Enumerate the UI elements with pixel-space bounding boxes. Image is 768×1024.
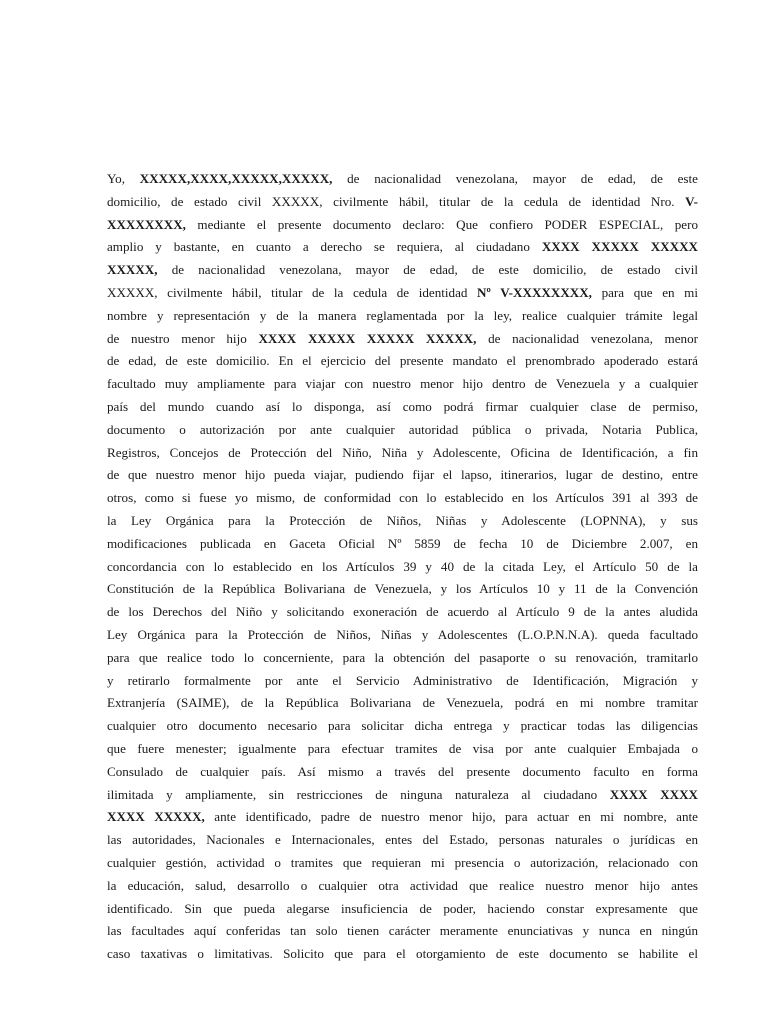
text-segment: para que en mi xyxy=(591,284,698,300)
text-line xyxy=(107,236,698,259)
text-segment: y retirarlo formalmente por ante el Servicio Administrativo de Identificación, Migración y xyxy=(107,672,698,688)
text-segment: de edad, de este domicilio. En el ejercicio del presente mandato el prenombrado apoderado estará xyxy=(107,353,698,369)
text-line xyxy=(107,601,698,624)
text-line xyxy=(107,784,698,807)
bold-text-segment: XXXXX,XXXX,XXXXX,XXXXX, xyxy=(139,171,333,186)
text-line xyxy=(107,191,698,214)
text-line xyxy=(107,464,698,487)
text-segment: de nacionalidad venezolana, menor xyxy=(476,330,698,346)
bold-text-segment: XXXX XXXXX XXXXX XXXXX, xyxy=(258,330,477,346)
text-line xyxy=(107,396,698,419)
text-segment: de nacionalidad venezolana, mayor de edad, de este xyxy=(332,171,698,186)
text-line xyxy=(107,852,698,875)
text-segment: de que nuestro menor hijo pueda viajar, pudiendo fijar el lapso, itinerarios, lugar de destino, entre xyxy=(107,467,698,483)
text-segment: mediante el presente documento declaro: Que confiero PODER ESPECIAL, pero xyxy=(185,216,698,232)
text-line xyxy=(107,670,698,693)
text-line xyxy=(107,624,698,647)
text-line xyxy=(107,214,698,237)
text-segment: modificaciones publicada en Gaceta Oficial Nº 5859 de fecha 10 de Diciembre 2.007, en xyxy=(107,535,698,551)
text-line xyxy=(107,556,698,579)
text-segment: las autoridades, Nacionales e Internacionales, entes del Estado, personas naturales o jurídicas en xyxy=(107,832,698,848)
text-line xyxy=(107,920,698,943)
text-segment: caso taxativas o limitativas. Solicito que para el otorgamiento de este documento se habilite el xyxy=(107,946,698,962)
text-segment: cualquier gestión, actividad o tramites que requieran mi presencia o autorización, relacionado con xyxy=(107,854,698,870)
text-line xyxy=(107,692,698,715)
text-segment: Consulado de cualquier país. Así mismo a través del presente documento faculto en forma xyxy=(107,763,698,779)
text-line xyxy=(107,510,698,533)
text-segment: que fuere menester; igualmente para efectuar tramites de visa por ante cualquier Embajada o xyxy=(107,740,698,756)
text-segment: ilimitada y ampliamente, sin restricciones de ninguna naturaleza al ciudadano xyxy=(107,786,610,802)
text-segment: cualquier otro documento necesario para solicitar dicha entrega y practicar todas las diligencias xyxy=(107,718,698,734)
bold-text-segment: XXXX XXXX xyxy=(609,786,698,802)
text-line xyxy=(107,715,698,738)
text-line xyxy=(107,168,698,191)
text-line xyxy=(107,305,698,328)
text-segment: la Ley Orgánica para la Protección de Niños, Niñas y Adolescente (LOPNNA), y sus xyxy=(107,512,698,528)
text-segment: facultado muy ampliamente para viajar con nuestro menor hijo dentro de Venezuela y a cualquier xyxy=(107,376,698,392)
text-segment: las facultades aquí conferidas tan solo tienen carácter meramente enunciativas y nunca en ningún xyxy=(107,923,698,939)
text-line xyxy=(107,442,698,465)
text-segment: amplio y bastante, en cuanto a derecho se requiera, al ciudadano xyxy=(107,239,542,255)
text-line xyxy=(107,875,698,898)
text-segment: país del mundo cuando así lo disponga, así como podrá firmar cualquier clase de permiso, xyxy=(107,398,698,414)
power-of-attorney-text xyxy=(107,168,698,966)
text-segment: de nacionalidad venezolana, mayor de edad, de este domicilio, de estado civil xyxy=(157,262,698,278)
text-segment: domicilio, de estado civil XXXXX, civilmente hábil, titular de la cedula de identidad Nro. xyxy=(107,193,686,209)
text-segment: Yo, xyxy=(107,171,140,186)
text-line xyxy=(107,829,698,852)
text-line xyxy=(107,373,698,396)
text-segment: de nuestro menor hijo xyxy=(107,330,259,346)
text-segment: Registros, Concejos de Protección del Niño, Niña y Adolescente, Oficina de Identificación, a fin xyxy=(107,444,698,460)
text-line xyxy=(107,898,698,921)
text-segment: Ley Orgánica para la Protección de Niños, Niñas y Adolescentes (L.O.P.N.N.A). queda facultado xyxy=(107,626,698,642)
text-line xyxy=(107,487,698,510)
bold-text-segment: Nº V-XXXXXXXX, xyxy=(477,284,592,300)
text-segment: concordancia con lo establecido en los Artículos 39 y 40 de la citada Ley, el Artículo 50 de la xyxy=(107,558,698,574)
bold-text-segment: XXXXXXXX, xyxy=(107,216,186,232)
bold-text-segment: XXXX XXXXX XXXXX xyxy=(541,239,698,255)
text-segment: identificado. Sin que pueda alegarse insuficiencia de poder, haciendo constar expresamente que xyxy=(107,900,698,916)
text-line xyxy=(107,282,698,305)
text-segment: ante identificado, padre de nuestro menor hijo, para actuar en mi nombre, ante xyxy=(204,809,698,825)
text-line xyxy=(107,259,698,282)
bold-text-segment: V- xyxy=(685,193,698,209)
text-line xyxy=(107,350,698,373)
text-line xyxy=(107,761,698,784)
text-segment: de los Derechos del Niño y solicitando exoneración de acuerdo al Artículo 9 de la antes aludida xyxy=(107,604,698,620)
text-segment: documento o autorización por ante cualquier autoridad pública o privada, Notaria Publica, xyxy=(107,421,698,437)
bold-text-segment: XXXXX, xyxy=(107,262,158,278)
text-segment: otros, como si fuese yo mismo, de conformidad con lo establecido en los Artículos 391 al 393 de xyxy=(107,490,698,506)
text-segment: nombre y representación y de la manera reglamentada por la ley, realice cualquier trámite legal xyxy=(107,307,698,323)
text-segment: Extranjería (SAIME), de la República Bolivariana de Venezuela, podrá en mi nombre tramitar xyxy=(107,695,698,711)
bold-text-segment: XXXX XXXXX, xyxy=(107,809,205,825)
text-segment: XXXXX, civilmente hábil, titular de la cedula de identidad xyxy=(107,284,478,300)
text-line xyxy=(107,578,698,601)
text-line xyxy=(107,647,698,670)
text-line xyxy=(107,419,698,442)
text-line xyxy=(107,328,698,351)
text-line xyxy=(107,806,698,829)
text-segment: la educación, salud, desarrollo o cualquier otra actividad que realice nuestro menor hijo antes xyxy=(107,877,698,893)
text-segment: para que realice todo lo concerniente, para la obtención del pasaporte o su renovación, tramitarlo xyxy=(107,649,698,665)
text-segment: Constitución de la República Bolivariana de Venezuela, y los Artículos 10 y 11 de la Convención xyxy=(107,581,698,597)
text-line xyxy=(107,943,698,966)
text-line xyxy=(107,738,698,761)
text-line xyxy=(107,533,698,556)
